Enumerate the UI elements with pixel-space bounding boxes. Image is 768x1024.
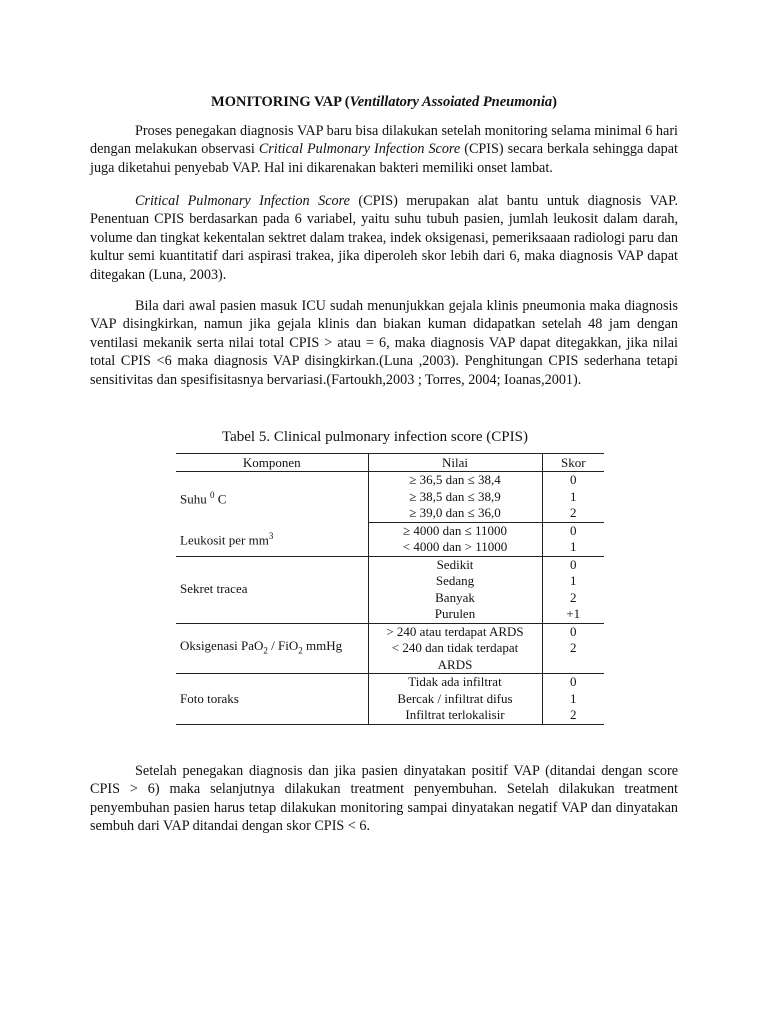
row-label-foto: Foto toraks (176, 674, 368, 725)
table-row: ≥ 39,0 dan ≤ 36,0 2 (176, 505, 604, 522)
table-row: ≥ 38,5 dan ≤ 38,9 1 (176, 489, 604, 506)
table-row: Foto toraks Tidak ada infiltrat 0 (176, 674, 604, 691)
table-row: Purulen +1 (176, 606, 604, 623)
header-skor: Skor (542, 454, 604, 472)
table-row: Oksigenasi PaO$_2$ / FiO$_2$ mmHg > 240 atau terdapat ARDS 0 (176, 623, 604, 640)
paragraph-2: Critical Pulmonary Infection Score (CPIS) merupakan alat bantu untuk diagnosis VAP. Penentuan CPIS berdasarkan pada 6 variabel, yaitu suhu tubuh pasien, jumlah leukosit dalam darah, volume dan tingkat kekentalan sektret dalam trakea, indek oksigenasi, pemeriksaaan radiologi paru dan kultur semi kuantitatif dari aspirasi trakea, jika diperoleh skor lebih dari 6, maka diagnosis VAP dapat ditegakan (Luna, 2003). (90, 193, 679, 283)
table-row: Bercak / infiltrat difus 1 (176, 691, 604, 708)
row-label-sekret: Sekret tracea (176, 556, 368, 623)
table-row: Infiltrat terlokalisir 2 (176, 707, 604, 724)
header-nilai: Nilai (368, 454, 542, 472)
cpis-table (176, 453, 604, 725)
table-header-row (176, 454, 604, 472)
title-end: ) (552, 94, 557, 110)
paragraph-1: Proses penegakan diagnosis VAP baru bisa dilakukan setelah monitoring selama minimal 6 hari dengan melakukan observasi Critical Pulmonary Infection Score (CPIS) secara berkala sehingga dapat juga diketahui penyebab VAP. Hal ini dikarenakan bakteri memiliki onset lambat. (90, 123, 678, 176)
title-italic: Ventillatory Assoiated Pneumonia (349, 94, 553, 110)
row-label-leukosit: Leukosit per $mm^3$ (176, 522, 368, 556)
table-row: Banyak 2 (176, 590, 604, 607)
header-komponen: Komponen (176, 454, 368, 472)
row-label-suhu: Suhu $^0$ C (180, 489, 227, 506)
paragraph-4: Setelah penegakan diagnosis dan jika pasien dinyatakan positif VAP (ditandai dengan score CPIS > 6) maka selanjutnya dilakukan treatment penyembuhan. Setelah dilakukan treatment penyembuhan pasien harus tetap dilakukan monitoring sampai dinyatakan negatif VAP dan dinyatakan sembuh dari VAP ditandai dengan skor CPIS < 6. (90, 763, 678, 835)
row-label-oksigenasi: Oksigenasi PaO$_2$ / FiO$_2$ mmHg (176, 623, 368, 674)
table-row: Sekret tracea Sedikit 0 (176, 556, 604, 573)
table-caption: Tabel 5. Clinical pulmonary infection score (CPIS) (222, 429, 528, 445)
page-title (0, 92, 768, 112)
table-row: ARDS (176, 657, 604, 674)
table-row: < 240 dan tidak terdapat 2 (176, 640, 604, 657)
table-row: Leukosit per $mm^3$ ≥ 4000 dan ≤ 11000 0 (176, 522, 604, 539)
table-row: < 4000 dan > 11000 1 (176, 539, 604, 556)
paragraph-3: Bila dari awal pasien masuk ICU sudah menunjukkan gejala klinis pneumonia maka diagnosis VAP disingkirkan, namun jika gejala klinis dan biakan kuman didapatkan setelah 48 jam dengan ventilasi mekanik serta nilai total CPIS > atau = 6, maka diagnosis VAP dapat ditegakkan, jika nilai total CPIS <6 maka diagnosis VAP disingkirkan.(Luna ,2003). Penghitungan CPIS sederhana tetapi sensitivitas dan spesifisitasnya bervariasi.(Fartoukh,2003 ; Torres, 2004; Ioanas,2001). (90, 298, 678, 388)
title-text: MONITORING VAP ( (211, 94, 350, 110)
table-row: Sedang 1 (176, 573, 604, 590)
table-row: Suhu $^0$ C ≥ 36,5 dan ≤ 38,4 0 (176, 472, 604, 489)
